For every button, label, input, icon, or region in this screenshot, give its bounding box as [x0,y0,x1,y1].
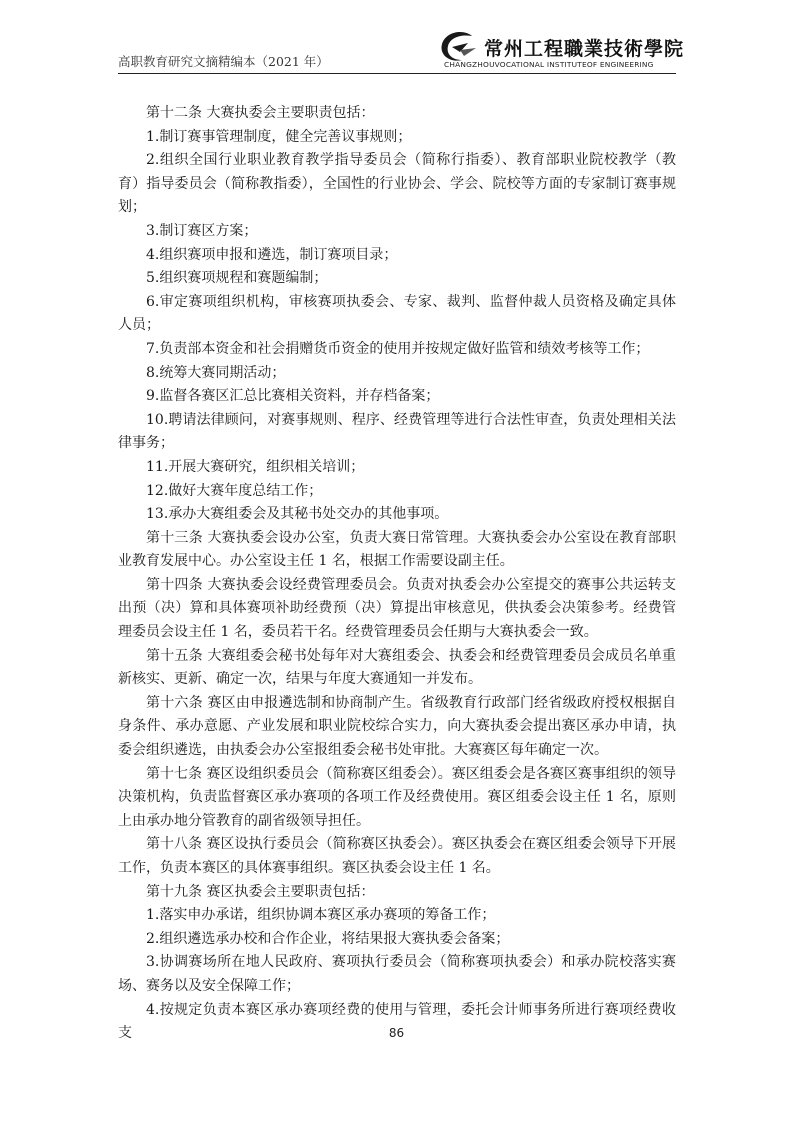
paragraph: 第十四条 大赛执委会设经费管理委员会。负责对执委会办公室提交的赛事公共运转支出预（决）算和具体赛项补助经费预（决）算提出审核意见，供执委会决策参考。经费管理委员会设主任 1 名，委员若干名。经费管理委员会任期与大赛执委会一致。 [118,576,676,641]
paragraph: 4.按规定负责本赛区承办赛项经费的使用与管理，委托会计师事务所进行赛项经费收支 [118,1001,676,1042]
paragraph: 2.组织全国行业职业教育教学指导委员会（简称行指委）、教育部职业院校教学（教育）指导委员会（简称教指委），全国性的行业协会、学会、院校等方面的专家制订赛事规划； [118,152,676,216]
page-number: 86 [388,1026,405,1040]
paragraph: 6.审定赛项组织机构，审核赛项执委会、专家、裁判、监督仲裁人员资格及确定具体人员； [118,293,676,334]
paragraph: 第十五条 大赛组委会秘书处每年对大赛组委会、执委会和经费管理委员会成员名单重新核实、更新、确定一次，结果与年度大赛通知一并发布。 [118,647,676,688]
paragraph: 第十七条 赛区设组织委员会（简称赛区组委会）。赛区组委会是各赛区赛事组织的领导决策机构，负责监督赛区承办赛项的各项工作及经费使用。赛区组委会设主任 1 名，原则上由承办地分管教育的副省级领导担任。 [118,765,676,829]
paragraph: 第十六条 赛区由申报遴选制和协商制产生。省级教育行政部门经省级政府授权根据自身条件、承办意愿、产业发展和职业院校综合实力，向大赛执委会提出赛区承办申请，执委会组织遴选，由执委会办公室报组委会秘书处审批。大赛赛区每年确定一次。 [118,694,676,759]
paragraph: 1.制订赛事管理制度，健全完善议事规则； [146,128,412,145]
body-text [118,102,676,1046]
journal-title: 高职教育研究文摘精编本（2021 年） [118,54,329,69]
paragraph: 8.统筹大赛同期活动； [146,364,286,381]
paragraph: 11.开展大赛研究，组织相关培训； [146,458,365,475]
paragraph: 13.承办大赛组委会及其秘书处交办的其他事项。 [146,506,449,523]
paragraph: 10.聘请法律顾问，对赛事规则、程序、经费管理等进行合法性审查，负责处理相关法律事务； [118,411,676,452]
college-name-cn: 常州工程職業技術學院 [484,38,685,60]
page-header [118,30,685,72]
paragraph: 5.组织赛项规程和赛题编制； [146,270,328,287]
paragraph: 第十八条 赛区设执行委员会（简称赛区执委会）。赛区执委会在赛区组委会领导下开展工作，负责本赛区的具体赛事组织。赛区执委会设主任 1 名。 [118,836,676,876]
paragraph: 1.落实申办承诺，组织协调本赛区承办赛项的筹备工作； [146,907,496,924]
paragraph: 第十九条 赛区执委会主要职责包括： [146,883,375,900]
header-divider [118,73,676,74]
paragraph: 第十三条 大赛执委会设办公室，负责大赛日常管理。大赛执委会办公室设在教育部职业教育发展中心。办公室设主任 1 名，根据工作需要设副主任。 [118,529,676,570]
paragraph: 12.做好大赛年度总结工作； [146,482,323,499]
paragraph: 9.监督各赛区汇总比赛相关资料，并存档备案； [146,388,440,405]
paragraph: 3.协调赛场所在地人民政府、赛项执行委员会（简称赛项执委会）和承办院校落实赛场、赛务以及安全保障工作； [118,954,676,994]
paragraph: 第十二条 大赛执委会主要职责包括： [146,105,375,121]
college-logo-icon [438,30,478,64]
paragraph: 3.制订赛区方案； [146,222,258,239]
college-name-en: CHANGZHOUVOCATIONAL INSTITUTEOF ENGINEERING [444,60,654,69]
paragraph: 4.组织赛项申报和遴选，制订赛项目录； [146,246,398,263]
paragraph: 7.负责部本资金和社会捐赠货币资金的使用并按规定做好监管和绩效考核等工作； [146,340,650,357]
paragraph: 2.组织遴选承办校和合作企业，将结果报大赛执委会备案； [146,930,510,947]
